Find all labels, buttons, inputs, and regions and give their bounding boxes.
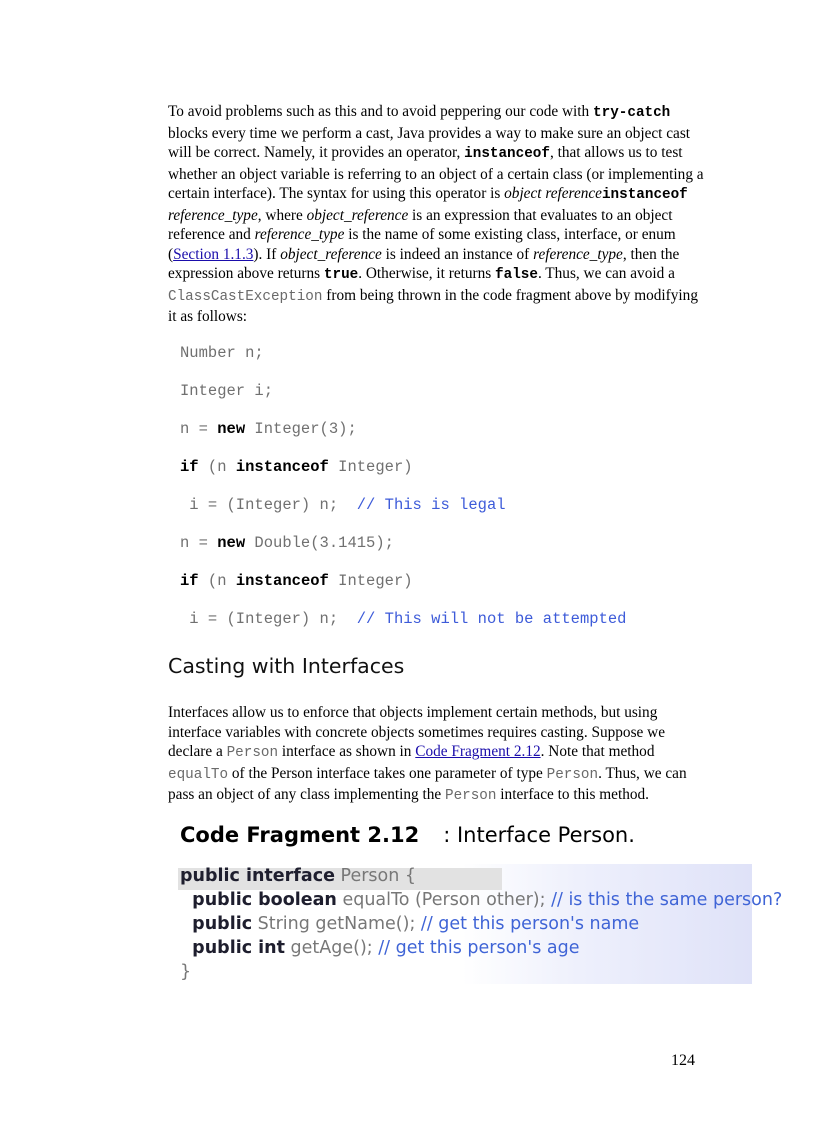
code-line-8: i = (Integer) n; // This will not be attempted — [180, 610, 627, 628]
code-line-6: n = new Double(3.1415); — [180, 534, 394, 552]
paragraph-instanceof-intro: To avoid problems such as this and to avoid peppering our code with try-catch blocks every time we perform a cast, Java provides a way to make sure an object cast will be correct. Namely, it provides an operator, instanceof, that allows us to test whether an object variable is referring to an object of a certain class (or implementing a certain interface). The syntax for using this operator is object referenceinstanceof reference_type, where object_reference is an expression that evaluates to an object reference and reference_type is the name of some existing class, interface, or enum (Section 1.1.3). If object_reference is indeed an instance of reference_type, then the expression above returns true. Otherwise, it returns false. Thus, we can avoid a ClassCastException from being thrown in the code fragment above by modifying it as follows: — [168, 103, 704, 325]
code-false: false — [495, 267, 538, 283]
code-equalto: equalTo — [168, 766, 229, 783]
code-line-2: Integer i; — [180, 382, 274, 400]
code-line-4: if (n instanceof Integer) — [180, 458, 413, 476]
code-line-5: i = (Integer) n; // This is legal — [180, 496, 506, 514]
code-line-7: if (n instanceof Integer) — [180, 572, 413, 590]
image-line-3: public String getName(); // get this person's name — [180, 914, 640, 934]
code-fragment-image — [172, 864, 783, 984]
code-true: true — [323, 267, 359, 283]
image-line-5: } — [180, 962, 192, 982]
link-code-fragment-2-12[interactable]: Code Fragment 2.12 — [415, 743, 541, 760]
code-person: Person — [226, 745, 279, 761]
image-line-2: public boolean equalTo (Person other); // is this the same person? — [180, 890, 783, 910]
image-line-4: public int getAge(); // get this person's age — [180, 938, 580, 958]
code-classcastexception: ClassCastException — [168, 288, 323, 305]
code-instanceof: instanceof — [464, 146, 550, 162]
paragraph-interfaces: Interfaces allow us to enforce that objects implement certain methods, but using interface variables with concrete objects sometimes requires casting. Suppose we declare a Person interface as shown in Code Fragment 2.12. Note that method equalTo of the Person interface takes one parameter of type Person. Thus, we can pass an object of any class implementing the Person interface to this method. — [168, 704, 687, 804]
code-line-1: Number n; — [180, 344, 264, 362]
link-section-1-1-3[interactable]: Section 1.1.3 — [173, 245, 254, 263]
code-line-3: n = new Integer(3); — [180, 420, 357, 438]
code-try-catch: try-catch — [593, 105, 671, 121]
page-number: 124 — [671, 1052, 695, 1069]
fragment-caption-desc: : Interface Person. — [443, 823, 635, 847]
fragment-caption — [180, 823, 635, 847]
fragment-caption-label: Code Fragment 2.12 — [180, 823, 420, 847]
image-line-1: public interface Person { — [180, 866, 417, 886]
section-heading: Casting with Interfaces — [168, 654, 405, 678]
